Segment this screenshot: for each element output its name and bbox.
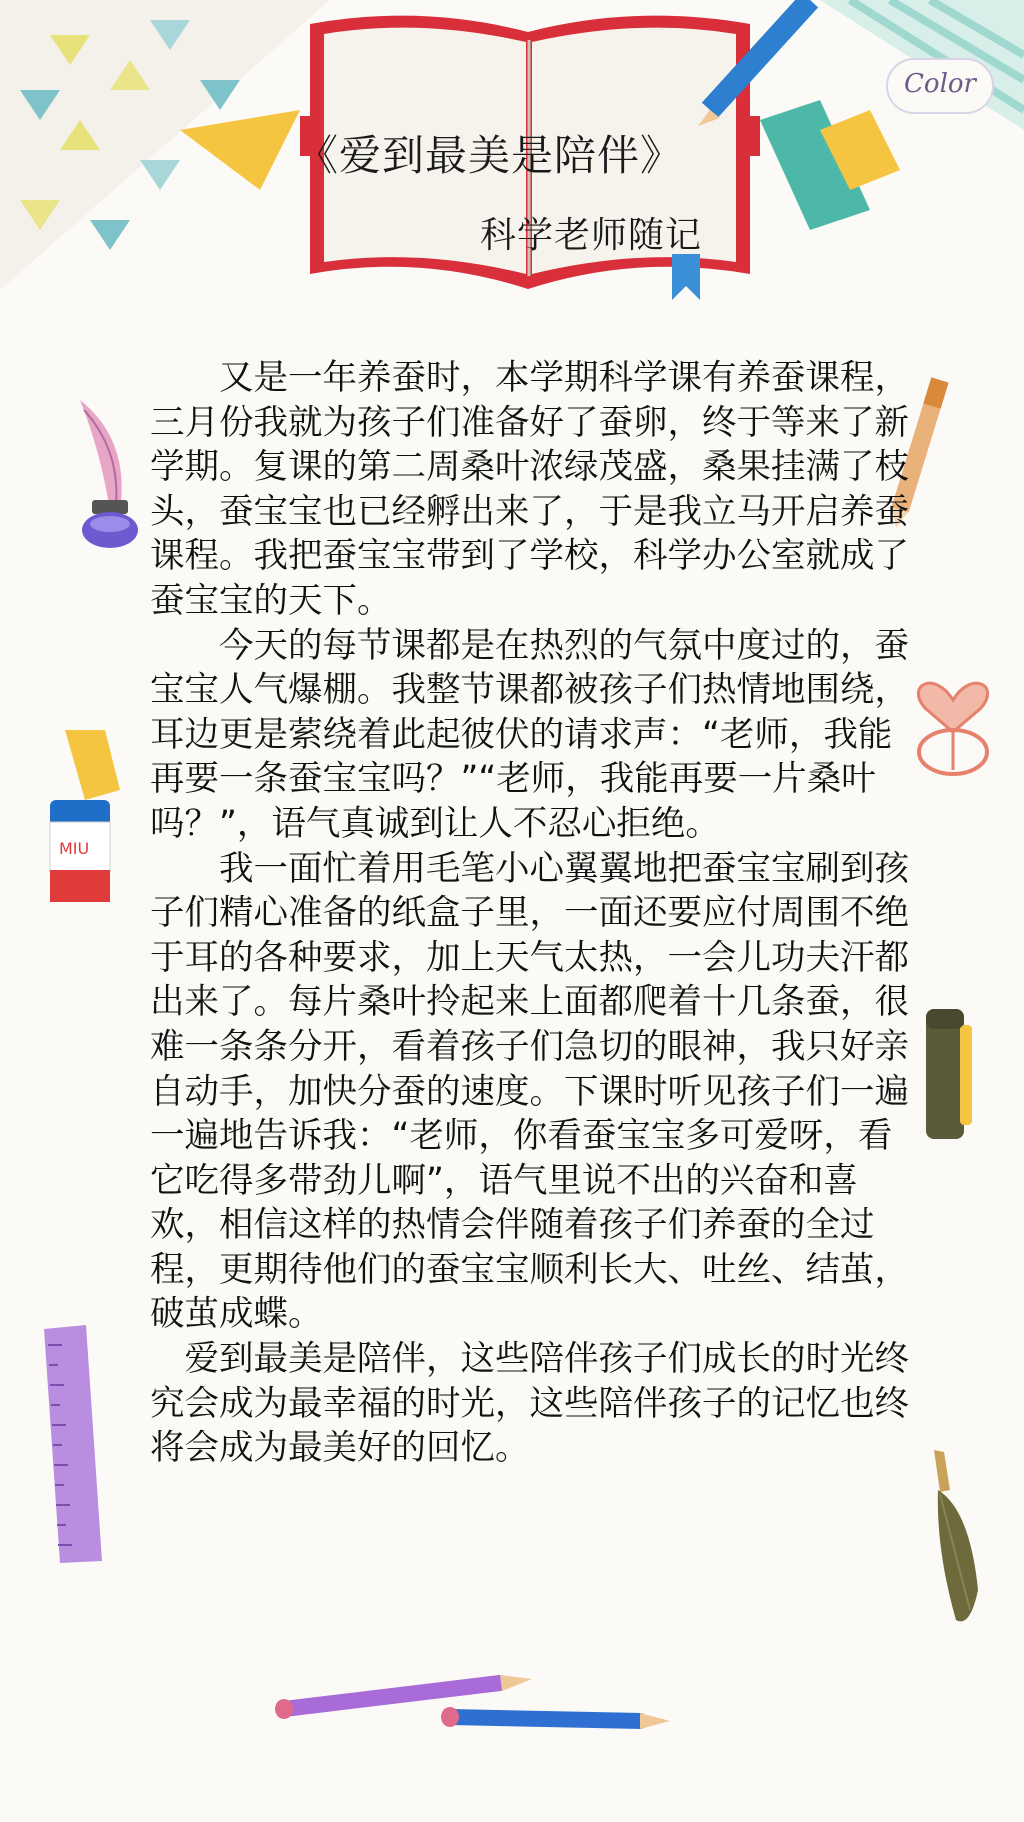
paragraph: 爱到最美是陪伴，这些陪伴孩子们成长的时光终究会成为最幸福的时光，这些陪伴孩子的记忆也终将会成为最美好的回忆。: [150, 1339, 909, 1469]
fountain-pen-icon: [920, 1450, 1000, 1630]
eraser-label: MIU: [59, 839, 90, 858]
page-subtitle: 科学老师随记: [480, 215, 703, 256]
quill-ink-icon: [70, 400, 150, 550]
paragraph: 又是一年养蚕时，本学期科学课有养蚕课程，三月份我就为孩子们准备好了蚕卵，终于等来了新学期。复课的第二周桑叶浓绿茂盛，桑果挂满了枝头，蚕宝宝也已经孵出来了，于是我立马开启养蚕课程。我把蚕宝宝带到了学校，科学办公室就成了蚕宝宝的天下。: [150, 358, 909, 621]
paragraph: 今天的每节课都是在热烈的气氛中度过的，蚕宝宝人气爆棚。我整节课都被孩子们热情地围绕，耳边更是萦绕着此起彼伏的请求声：“老师，我能再要一条蚕宝宝吗？”“老师，我能再要一片桑叶吗？”，语气真诚到让人不忍心拒绝。: [150, 625, 909, 844]
pencils-icon: [270, 1665, 690, 1755]
article-body: [150, 356, 920, 1471]
paragraph: 我一面忙着用毛笔小心翼翼地把蚕宝宝刷到孩子们精心准备的纸盒子里，一面还要应付周围不绝于耳的各种要求，加上天气太热，一会儿功夫汗都出来了。每片桑叶拎起来上面都爬着十几条蚕，很难一条条分开，看着孩子们急切的眼神，我只好亲自动手，加快分蚕的速度。下课时听见孩子们一遍一遍地告诉我：“老师，你看蚕宝宝多可爱呀，看它吃得多带劲儿啊”，语气里说不出的兴奋和喜欢，相信这样的热情会伴随着孩子们养蚕的全过程，更期待他们的蚕宝宝顺利长大、吐丝、结茧，破茧成蝶。: [150, 848, 909, 1335]
purple-ruler-icon: [40, 1325, 110, 1565]
logo-text: Color: [904, 69, 976, 99]
triangles-pattern-icon: [0, 0, 330, 290]
pencil-icon: [690, 0, 820, 130]
page-title: 《爱到最美是陪伴》: [296, 131, 684, 180]
color-logo: [886, 58, 994, 114]
marker-icon: [920, 1005, 980, 1145]
eraser-icon: [45, 730, 125, 905]
